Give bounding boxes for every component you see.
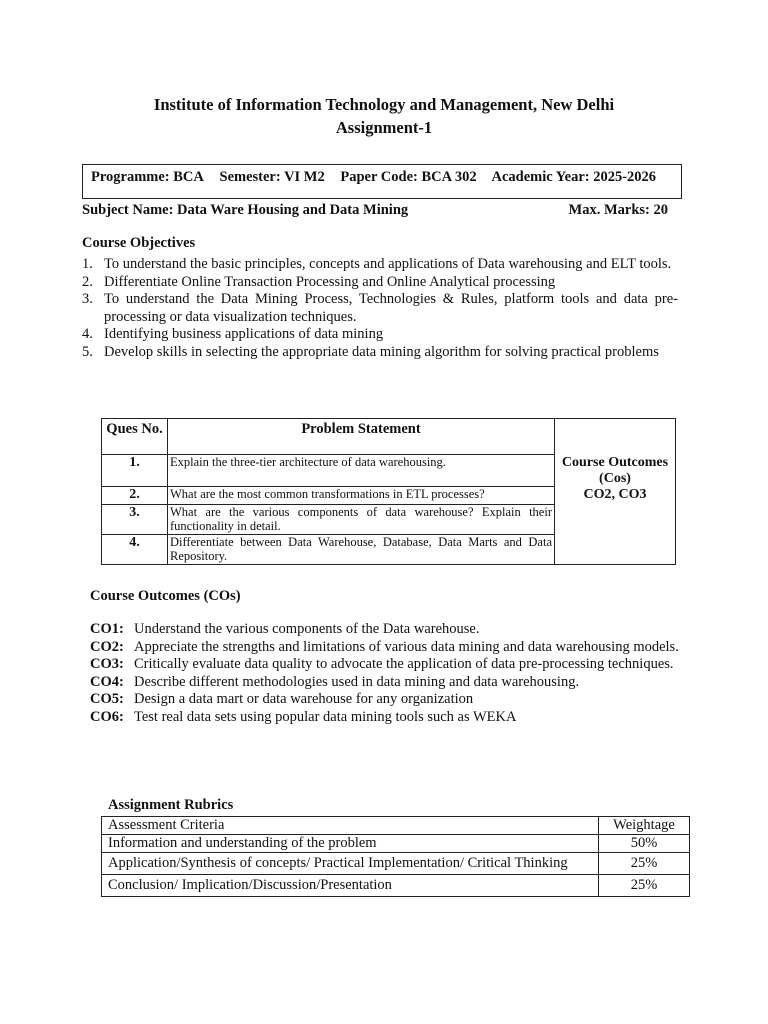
programme-info-box [82,164,682,199]
institute-title: Institute of Information Technology and Management, New Delhi [153,95,615,114]
criteria-cell: Information and understanding of the problem [102,835,599,853]
subject-line [82,202,672,219]
co-codes: CO2, CO3 [583,487,647,502]
question-text: What are the various components of data warehouse? Explain their functionality in detail. [168,505,555,535]
max-marks: Max. Marks: 20 [568,202,668,218]
assignment-title: Assignment-1 [335,118,433,137]
course-objectives-heading: Course Objectives [82,235,196,251]
ques-no-header: Ques No. [102,419,168,455]
problem-statement-table [101,418,676,565]
weightage-header: Weightage [599,817,690,835]
objective-item: 1. To understand the basic principles, concepts and applications of Data warehousing and ELT tools. [82,256,672,272]
course-outcomes-heading: Course Outcomes (COs) [90,588,241,604]
question-text: Differentiate between Data Warehouse, Database, Data Marts and Data Repository. [168,535,555,565]
problem-statement-header: Problem Statement [168,419,555,455]
weight-cell: 25% [599,875,690,897]
rubrics-table [101,816,690,897]
objective-item: 2. Differentiate Online Transaction Processing and Online Analytical processing [82,273,556,290]
table-header-row [102,419,676,455]
academic-year-label: Academic Year: 2025-2026 [491,169,657,185]
outcome-item: CO1: Understand the various components of the Data warehouse. [90,621,480,637]
course-outcomes-cell [555,419,676,565]
criteria-cell: Conclusion/ Implication/Discussion/Presentation [102,875,599,897]
criteria-header: Assessment Criteria [102,817,599,835]
course-outcomes-label: Course Outcomes [561,455,669,470]
table-row [102,875,690,897]
subject-name: Subject Name: Data Ware Housing and Data Mining [82,202,409,218]
outcome-item: CO2: Appreciate the strengths and limitations of various data mining and data warehousing models. [90,638,679,655]
outcome-item: CO3: Critically evaluate data quality to advocate the application of data pre-processing techniques. [90,656,674,672]
question-number: 3. [102,505,168,535]
weight-cell: 25% [599,853,690,875]
semester-label: Semester: VI M2 [219,169,325,185]
question-number: 2. [102,487,168,505]
course-outcomes-list [90,621,690,726]
question-number: 4. [102,535,168,565]
outcome-item: CO6: Test real data sets using popular data mining tools such as WEKA [90,708,517,725]
table-header-row [102,817,690,835]
objective-item: 5. Develop skills in selecting the appropriate data mining algorithm for solving practical problems [82,343,659,360]
question-text: Explain the three-tier architecture of data warehousing. [168,455,555,487]
criteria-cell: Application/Synthesis of concepts/ Practical Implementation/ Critical Thinking [102,853,599,875]
paper-code-label: Paper Code: BCA 302 [340,169,477,185]
objective-item: 4. Identifying business applications of data mining [82,326,384,342]
cos-label: (Cos) [599,471,631,486]
weight-cell: 50% [599,835,690,853]
table-row [102,853,690,875]
question-text: What are the most common transformations in ETL processes? [168,487,555,505]
objective-item: 3. To understand the Data Mining Process, Technologies & Rules, platform tools and data pre-processing or data visualization techniques. [82,291,678,325]
outcome-item: CO5: Design a data mart or data warehouse for any organization [90,691,474,707]
rubrics-heading: Assignment Rubrics [108,797,234,813]
course-objectives-list [82,256,678,361]
outcome-item: CO4: Describe different methodologies used in data mining and data warehousing. [90,673,580,690]
table-row [102,835,690,853]
question-number: 1. [102,455,168,487]
programme-label: Programme: BCA [91,169,204,185]
